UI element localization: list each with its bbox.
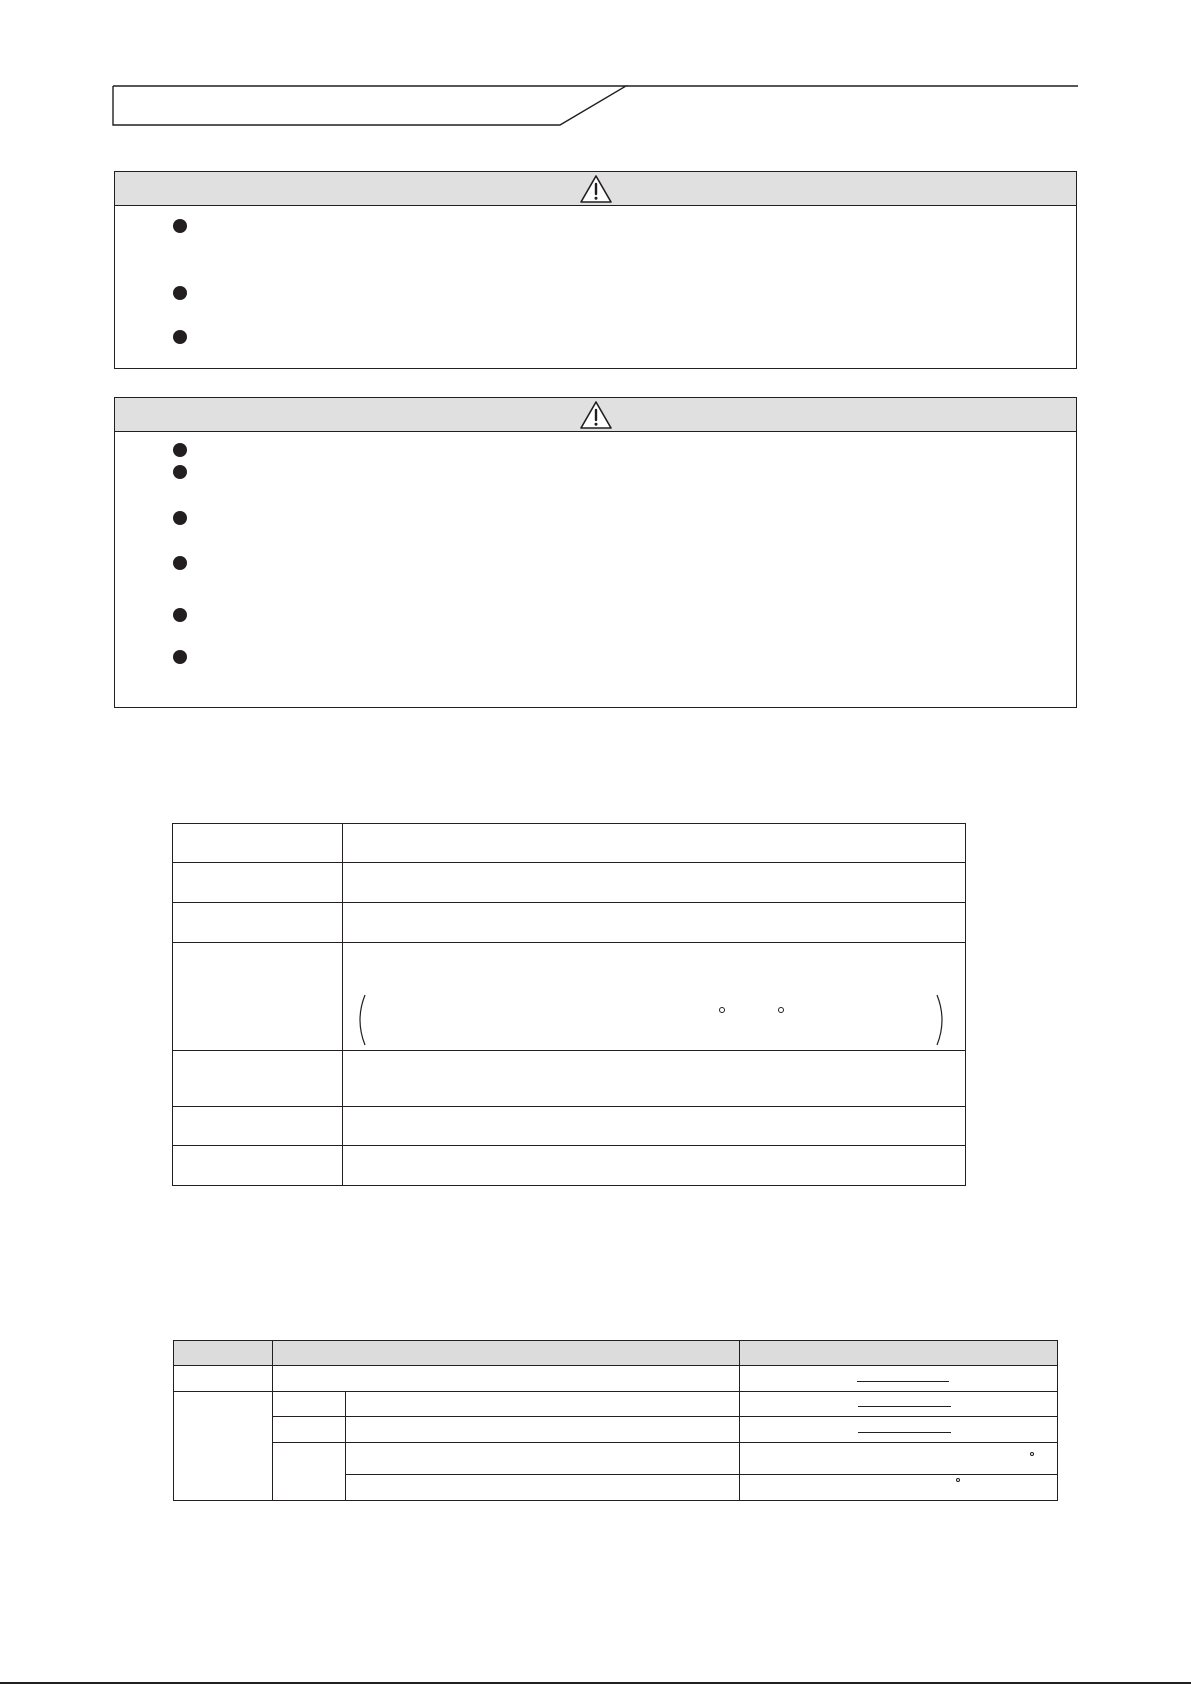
column-divider xyxy=(272,1341,273,1500)
warning-box-2 xyxy=(114,397,1077,708)
spec-row xyxy=(173,824,965,863)
parts-table xyxy=(173,1340,1058,1501)
bullet-icon xyxy=(173,286,187,300)
degree-icon xyxy=(1030,1452,1034,1456)
bullet-icon xyxy=(173,608,187,622)
bullet-icon xyxy=(173,219,187,233)
warning-triangle-icon xyxy=(579,174,613,204)
row-separator xyxy=(345,1474,1057,1475)
spec-row xyxy=(173,1051,965,1107)
spec-row xyxy=(173,1146,965,1186)
row-separator xyxy=(174,1391,1057,1392)
spec-table xyxy=(172,823,966,1186)
value-underline xyxy=(858,1406,951,1407)
degree-icon xyxy=(778,1007,784,1013)
warning-box-1 xyxy=(114,171,1077,369)
spec-row xyxy=(173,903,965,943)
spec-column-divider xyxy=(342,824,343,1185)
section-header-tab xyxy=(112,84,1080,128)
bullet-icon xyxy=(173,465,187,479)
close-paren-icon xyxy=(934,994,948,1046)
column-divider xyxy=(345,1391,346,1500)
bullet-icon xyxy=(173,511,187,525)
bullet-icon xyxy=(173,443,187,457)
warning-box-1-header xyxy=(115,172,1076,206)
spec-row xyxy=(173,1107,965,1146)
spec-row xyxy=(173,863,965,903)
bullet-icon xyxy=(173,556,187,570)
value-underline xyxy=(857,1381,949,1382)
spec-row xyxy=(173,943,965,1051)
open-paren-icon xyxy=(354,994,368,1046)
row-separator xyxy=(272,1416,1057,1417)
bullet-icon xyxy=(173,650,187,664)
bullet-icon xyxy=(173,330,187,344)
parts-table-header xyxy=(174,1341,1057,1366)
degree-icon xyxy=(956,1478,960,1482)
row-separator xyxy=(272,1442,1057,1443)
footer-rule xyxy=(0,1682,1191,1684)
warning-box-2-header xyxy=(115,398,1076,432)
warning-triangle-icon xyxy=(579,400,613,430)
degree-icon xyxy=(719,1007,725,1013)
column-divider xyxy=(739,1341,740,1500)
value-underline xyxy=(858,1432,951,1433)
